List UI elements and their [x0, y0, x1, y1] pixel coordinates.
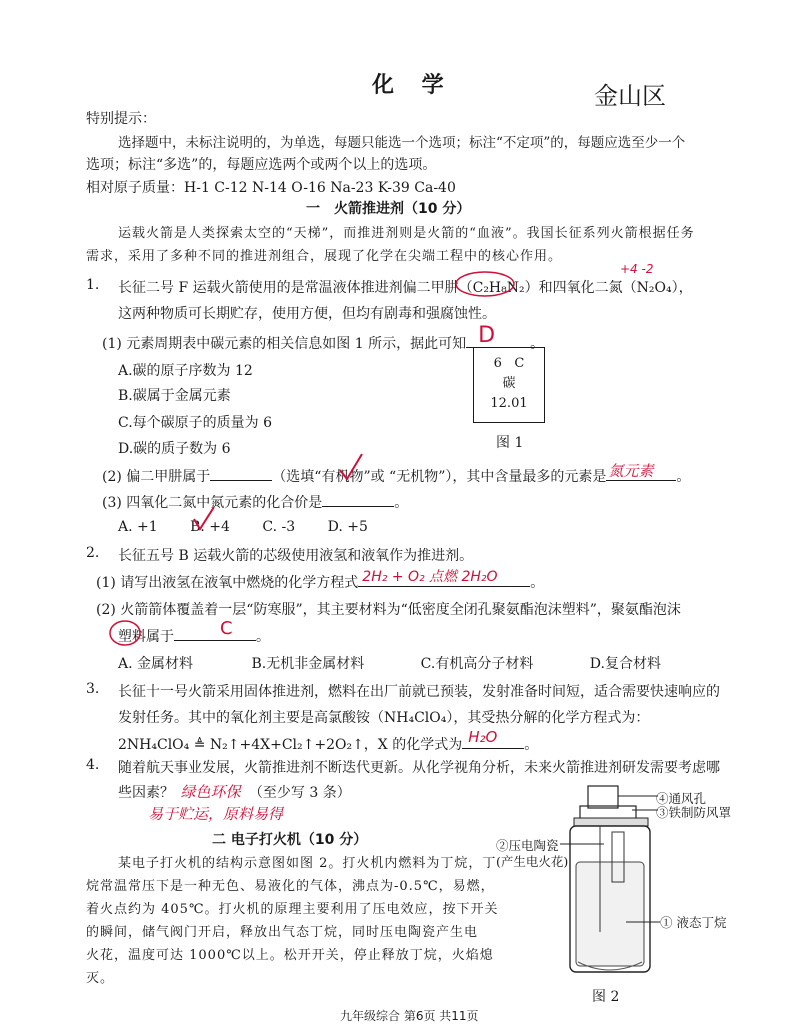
q4-stem-2-text: 些因素？ — [118, 785, 174, 801]
q1-option-b: B.碳属于金属元素 — [118, 388, 231, 404]
section-1-intro-1: 运载火箭是人类探索太空的“天梯”，而推进剂则是火箭的“血液”。我国长征系列火箭根据任务 — [118, 226, 695, 241]
q1-sub-3-choices — [118, 519, 368, 535]
atomic-mass: 12.01 — [490, 396, 528, 411]
element-symbol: C — [514, 356, 525, 371]
choice-c: C. -3 — [262, 519, 296, 535]
q4-number: 4. — [86, 757, 100, 773]
q1-sub-2-text-b: （选填“有机物”或 “无机物”），其中含量最多的元素是 — [272, 469, 607, 485]
answer-q1-2-element: 氮元素 — [608, 462, 654, 480]
q1-number: 1. — [86, 277, 100, 293]
atomic-mass-line: 相对原子质量：H-1 C-12 N-14 O-16 Na-23 K-39 Ca-40 — [86, 180, 456, 196]
q1-sub-2: (2) 偏二甲肼属于 （选填“有机物”或 “无机物”），其中含量最多的元素是 氮元素 。 — [102, 462, 691, 485]
q3-blank[interactable] — [462, 728, 524, 749]
q1-option-a: A.碳的原子序数为 12 — [118, 363, 253, 379]
q1-sub-2-blank-2[interactable] — [606, 462, 676, 481]
q4-hint: （至少写 3 条） — [248, 785, 351, 801]
carbon-element-box — [473, 347, 545, 423]
element-name: 碳 — [502, 376, 516, 391]
page-footer: 九年级综合 第6页 共11页 — [340, 1009, 479, 1023]
page-title: 化 学 — [372, 72, 454, 98]
answer-q2-1: 2H₂ + O₂ 点燃 2H₂O — [362, 569, 498, 585]
choice-a: A. +1 — [118, 519, 158, 535]
figure-1-caption: 图 1 — [496, 435, 524, 451]
figure-2-pointer-lines — [556, 782, 666, 932]
q1-sub-3: (3) 四氧化二氮中氮元素的化合价是 。 — [102, 492, 408, 512]
q2-number: 2. — [86, 545, 100, 561]
valence-annotation: +4 -2 — [620, 262, 654, 276]
choice-d: D. +5 — [327, 519, 368, 535]
answer-q4-line-2: 易于贮运，原料易得 — [148, 805, 284, 823]
q1-sub-2-text-a: (2) 偏二甲肼属于 — [102, 469, 211, 485]
butane-label: ① 液态丁烷 — [660, 915, 727, 930]
district-label: 金山区 — [594, 82, 666, 110]
plastic-circle-mark — [108, 618, 142, 648]
answer-q1-1: D — [478, 323, 496, 348]
section-1-intro-2: 需求，采用了多种不同的推进剂组合，展现了化学在尖端工程中的核心作用。 — [86, 249, 563, 264]
section-2-title: 二 电子打火机（10 分） — [212, 832, 368, 848]
notice-heading: 特别提示： — [86, 111, 156, 127]
q1-option-c: C.每个碳原子的质量为 6 — [118, 415, 273, 431]
figure-2-caption: 图 2 — [592, 989, 620, 1005]
answer-q3: H₂O — [468, 728, 498, 746]
q1-stem-2: 这两种物质可长期贮存，使用方便，但均有剧毒和强腐蚀性。 — [118, 306, 496, 322]
material-choice-d: D.复合材料 — [589, 656, 661, 672]
q3-stem-1: 长征十一号火箭采用固体推进剂，燃料在出厂前就已预装，发射准备时间短，适合需要快速响应的 — [118, 684, 720, 700]
q1-stem-1: 长征二号 F 运载火箭使用的是常温液体推进剂偏二甲肼（C₂H₈N₂）和四氧化二氮（N₂O₄）， — [118, 280, 693, 296]
notice-line-2: 选项；标注“多选”的，每题应选两个或两个以上的选项。 — [86, 157, 437, 173]
q3-number: 3. — [86, 681, 100, 697]
q2-stem: 长征五号 B 运载火箭的芯级使用液氢和液氧作为推进剂。 — [118, 548, 474, 564]
section-2-para-2: 烷常温常压下是一种无色、易液化的气体，沸点为-0.5℃，易燃， — [86, 879, 495, 894]
q2-sub-2-line-2: 塑料属于 C 。 — [118, 618, 270, 645]
atomic-number: 6 — [493, 356, 502, 371]
choice-b: B. +4 — [190, 519, 230, 535]
q4-stem-1: 随着航天事业发展，火箭推进剂不断迭代更新。从化学视角分析，未来火箭推进剂研发需要考虑哪 — [118, 760, 720, 776]
section-2-para-3: 着火点约为 405℃。打火机的原理主要利用了压电效应，按下开关 — [86, 902, 499, 917]
section-2-para-6: 灭。 — [86, 971, 115, 986]
q2-sub-2-text: 塑料属于 — [118, 629, 174, 645]
section-2-para-5: 火花，温度可达 1000℃以上。松开开关，停止释放丁烷，火焰熄 — [86, 948, 494, 963]
q3-equation-text: 2NH₄ClO₄ ≜ N₂↑+4X+Cl₂↑+2O₂↑，X 的化学式为 — [118, 737, 463, 753]
q2-sub-2-choices — [118, 653, 661, 673]
piezo-label: ②压电陶瓷 — [496, 838, 559, 853]
answer-q4-line-1: 绿色环保 — [180, 783, 241, 801]
q1-sub-1-text: (1) 元素周期表中碳元素的相关信息如图 1 所示，据此可知 — [102, 336, 467, 352]
q1-sub-1: (1) 元素周期表中碳元素的相关信息如图 1 所示，据此可知 D 。 — [102, 323, 545, 352]
q3-stem-2: 发射任务。其中的氧化剂主要是高氯酸铵（NH₄ClO₄），其受热分解的化学方程式为： — [118, 710, 650, 726]
q3-equation: 2NH₄ClO₄ ≜ N₂↑+4X+Cl₂↑+2O₂↑，X 的化学式为 H₂O 。 — [118, 728, 539, 753]
q1-sub-3-text: (3) 四氧化二氮中氮元素的化合价是 — [102, 495, 323, 511]
q2-sub-2-blank[interactable] — [174, 618, 256, 641]
material-choice-c: C.有机高分子材料 — [420, 656, 534, 672]
q2-sub-1-text: (1) 请写出液氢在液氧中燃烧的化学方程式 — [96, 575, 359, 591]
section-1-title: 一 火箭推进剂（10 分） — [306, 201, 471, 217]
q2-sub-2-line-1: (2) 火箭箭体覆盖着一层“防寒服”，其主要材料为“低密度全闭孔聚氨酯泡沫塑料”，聚氨酯泡沫 — [96, 602, 681, 618]
q1-sub-2-blank-1[interactable] — [210, 466, 272, 481]
answer-q2-2: C — [220, 618, 233, 639]
q1-sub-1-blank[interactable] — [466, 323, 530, 348]
section-2-para-1: 某电子打火机的结构示意图如图 2。打火机内燃料为丁烷，丁 — [118, 856, 497, 871]
notice-line-1: 选择题中，未标注说明的，为单选，每题只能选一个选项；标注“不定项”的，每题应选至少一个 — [118, 135, 686, 151]
checkmark-b — [192, 505, 216, 533]
q2-sub-1: (1) 请写出液氢在液氧中燃烧的化学方程式 2H₂ + O₂ 点燃 2H₂O 。 — [96, 572, 544, 592]
q1-option-d: D.碳的质子数为 6 — [118, 441, 231, 457]
q2-sub-1-blank[interactable] — [358, 569, 530, 587]
windshield-label: ③铁制防风罩 — [656, 805, 732, 820]
piezo-sub-label: (产生电火花) — [496, 854, 569, 869]
formula-circle-mark — [454, 270, 516, 298]
material-choice-a: A. 金属材料 — [118, 656, 194, 672]
section-2-para-4: 的瞬间，储气阀门开启，释放出气态丁烷，同时压电陶瓷产生电 — [86, 925, 479, 940]
material-choice-b: B.无机非金属材料 — [251, 656, 365, 672]
vent-hole-label: ④通风孔 — [656, 791, 707, 806]
checkmark-organic — [338, 452, 364, 484]
q4-stem-2 — [118, 781, 351, 802]
q1-sub-3-blank[interactable] — [322, 492, 394, 507]
